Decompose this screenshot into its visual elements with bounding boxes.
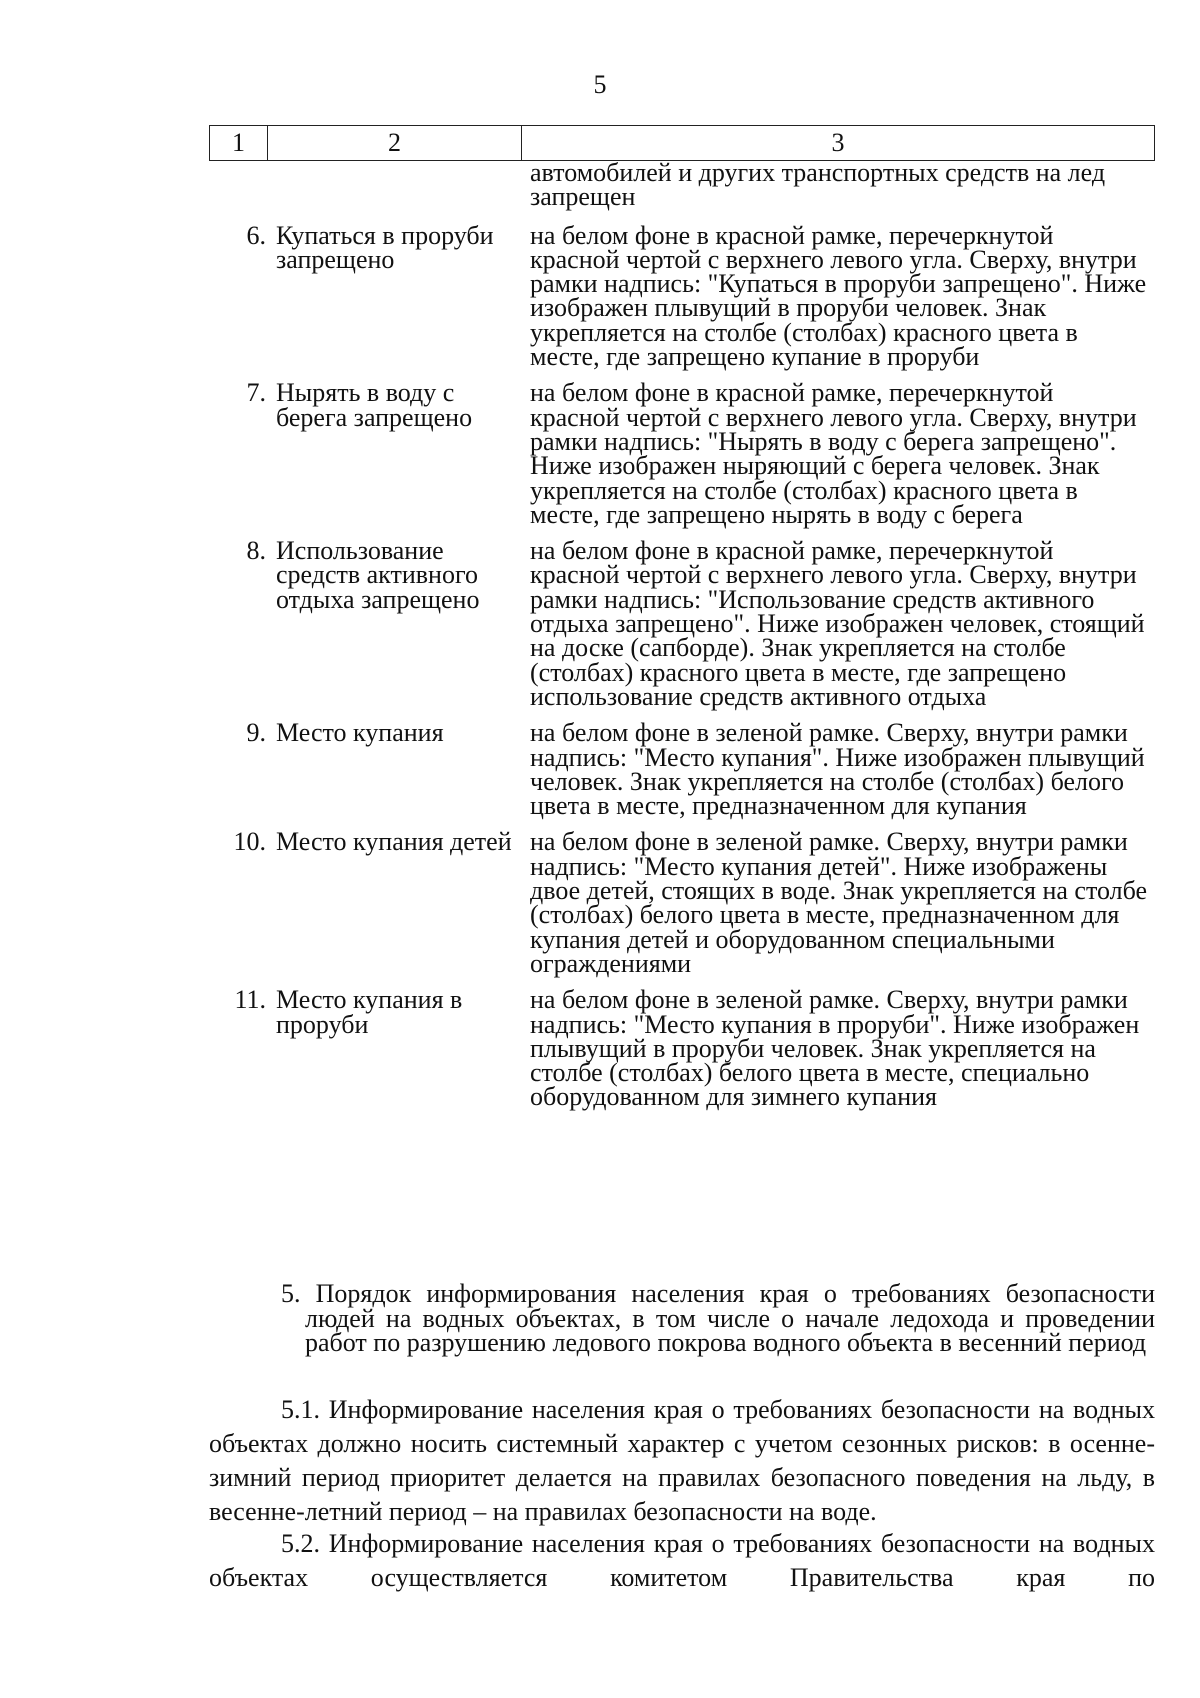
sign-table: [209, 158, 1155, 1122]
sign-name: Место купания: [276, 718, 444, 748]
table-row: [209, 536, 1155, 711]
sign-description: на белом фоне в зеленой рамке. Сверху, внутри рамки надпись: "Место купания детей". Ниже изображены двое детей, стоящих в воде. Знак укрепляется на столбе (столбах) белого цвета в месте, предназначенном для купания детей и оборудованном специальными ограждениями: [530, 827, 1148, 978]
row-number: 11.: [234, 985, 266, 1015]
page-number: 5: [593, 70, 607, 99]
sign-description: на белом фоне в зеленой рамке. Сверху, внутри рамки надпись: "Место купания в проруби". Ниже изображен плывущий в проруби человек. Знак укрепляется на столбе (столбах) белого цвета в месте, специально оборудованном для зимнего купания: [530, 985, 1140, 1112]
table-header-col-2: 2: [268, 126, 522, 160]
row-number: 6.: [246, 220, 266, 250]
sign-name: Использование средств активного отдыха запрещено: [276, 536, 480, 614]
sign-name: Нырять в воду с берега запрещено: [276, 378, 473, 432]
table-row: [209, 220, 1155, 372]
paragraph-5-1: 5.1. Информирование населения края о требованиях безопасности на водных объектах должно носить системный характер с учетом сезонных рисков: в осенне-зимний период приоритет делается на правилах безопасного поведения на льду, в весенне-летний период – на правилах безопасности на воде.: [209, 1395, 1155, 1526]
sign-name: Место купания детей: [276, 827, 512, 857]
table-row: [209, 985, 1155, 1112]
table-header-row: [209, 125, 1155, 161]
table-row-continuation: [209, 158, 1155, 212]
table-header-col-3: 3: [831, 128, 845, 157]
row-continuation-text: автомобилей и других транспортных средств на лед запрещен: [530, 158, 1106, 212]
row-number: 7.: [246, 378, 266, 408]
sign-description: на белом фоне в красной рамке, перечеркнутой красной чертой с верхнего левого угла. Сверху, внутри рамки надпись: "Нырять в воду с берега запрещено". Ниже изображен ныряющий с берега человек. Знак укрепляется на столбе (столбах) красного цвета в месте, где запрещено нырять в воду с берега: [530, 378, 1137, 529]
section-heading: 5. Порядок информирования населения края о требованиях безопасности людей на водных объектах, в том числе о начале ледохода и проведении работ по разрушению ледового покрова водного объекта в весенний период: [281, 1279, 1155, 1357]
table-row: [209, 718, 1155, 821]
sign-description: на белом фоне в красной рамке, перечеркнутой красной чертой с верхнего левого угла. Сверху, внутри рамки надпись: "Купаться в проруби запрещено". Ниже изображен плывущий в проруби человек. Знак укрепляется на столбе (столбах) красного цвета в месте, где запрещено купание в проруби: [530, 220, 1147, 372]
row-number: 10.: [233, 827, 266, 857]
paragraph-5-2: 5.2. Информирование населения края о требованиях безопасности на водных объектах осуществляется комитетом Правительства края по: [209, 1529, 1155, 1592]
row-number: 8.: [246, 536, 266, 566]
sign-description: на белом фоне в зеленой рамке. Сверху, внутри рамки надпись: "Место купания". Ниже изображен плывущий человек. Знак укрепляется на столбе (столбах) белого цвета в месте, предназначенном для купания: [530, 718, 1145, 821]
sign-name: Купаться в проруби запрещено: [276, 220, 494, 274]
sign-description: на белом фоне в красной рамке, перечеркнутой красной чертой с верхнего левого угла. Сверху, внутри рамки надпись: "Использование средств активного отдыха запрещено". Ниже изображен человек, стоящий на доске (сапборде). Знак укрепляется на столбе (столбах) красного цвета в месте, где запрещено использование средств активного отдыха: [530, 536, 1145, 711]
table-row: [209, 378, 1155, 529]
table-row: [209, 827, 1155, 978]
row-number: 9.: [246, 718, 266, 748]
table-header-col-1: 1: [210, 126, 268, 160]
sign-name: Место купания в проруби: [276, 985, 463, 1039]
